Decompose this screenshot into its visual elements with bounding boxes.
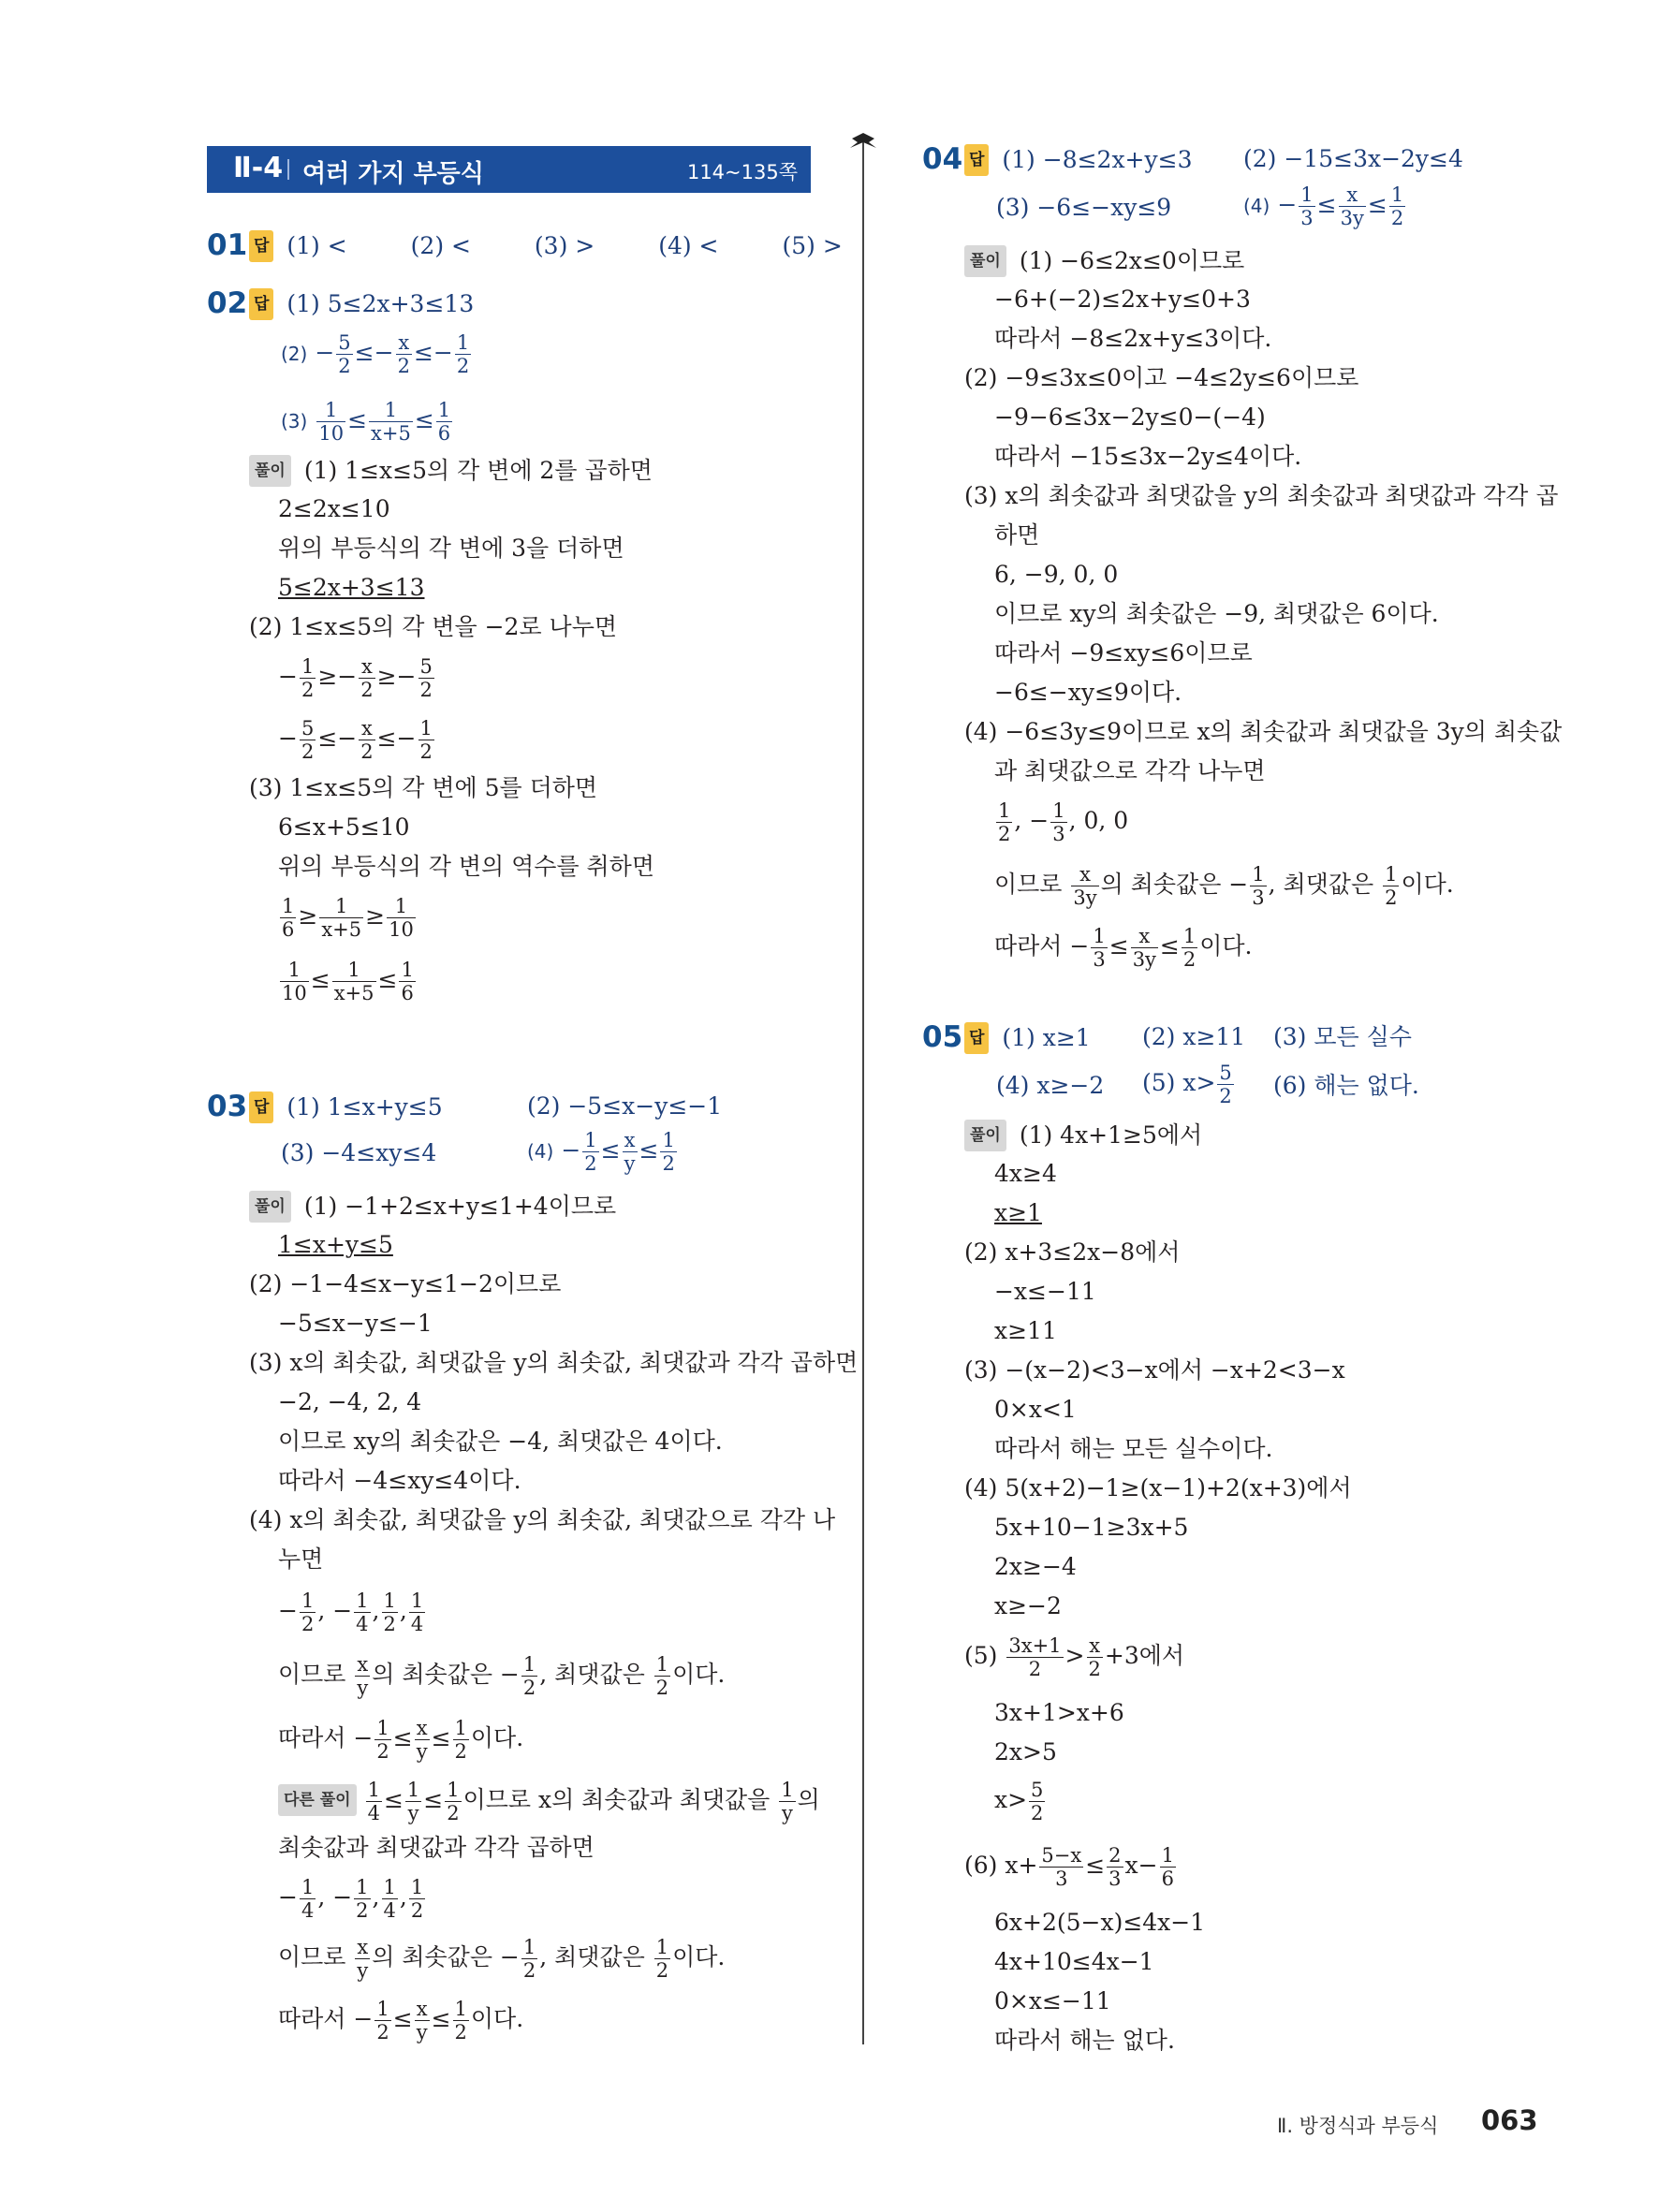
fraction: $\frac{1}{6}$ [437,399,451,445]
footer-chapter: Ⅱ. 방정식과 부등식 [1277,2115,1439,2137]
q04-solution-16: 이므로 $\frac{x}{3y}$ 의 최솟값은 − $\frac{1}{3}$ , 최댓값은 $\frac{1}{2}$ 이다. [994,863,1454,909]
q04-solution-6: 따라서 −15≤3x−2y≤4이다. [994,443,1302,470]
q03-solution-4: −5≤x−y≤−1 [278,1310,433,1337]
q04-solution-9: 6, −9, 0, 0 [994,561,1119,588]
unit-label: Ⅱ-4 [233,152,284,184]
q01-answer-2: (2) < [410,232,471,259]
q05-solution-15: 3x+1>x+6 [994,1699,1124,1726]
q05-solution-7: (3) −(x−2)<3−x에서 −x+2<3−x [964,1356,1345,1384]
q03-solution-12: 이므로 $\frac{x}{y}$ 의 최솟값은 − $\frac{1}{2}$ , 최댓값은 $\frac{1}{2}$ 이다. [278,1653,726,1699]
q03-answer-1: 답 (1) 1≤x+y≤5 [249,1091,443,1123]
q01-answer-1: (1) < [286,232,347,259]
q04-solution-12: −6≤−xy≤9이다. [994,679,1182,706]
q03-solution-11: − $\frac{1}{2}$ , − $\frac{1}{4}$ , $\frac{1}{2}$ , $\frac{1}{4}$ [278,1589,424,1635]
q04-solution-8: 하면 [994,521,1040,549]
q03-solution-9: (4) x의 최솟값, 최댓값을 y의 최솟값, 최댓값으로 각각 나 [249,1506,836,1533]
answer-badge: 답 [249,1091,273,1123]
answer-badge: 답 [249,288,273,320]
q04-solution-4: (2) −9≤3x≤0이고 −4≤2y≤6이므로 [964,364,1359,391]
q04-answer-2: (2) −15≤3x−2y≤4 [1243,145,1463,172]
answer-badge: 답 [964,1022,989,1054]
question-number-02: 02 [207,286,248,320]
q05-solution-1: 풀이 (1) 4x+1≥5에서 [964,1120,1202,1151]
q04-solution-13: (4) −6≤3y≤9이므로 x의 최솟값과 최댓값을 3y의 최솟값 [964,718,1563,745]
page-number: 063 [1481,2104,1538,2136]
q02-solution-5: (2) 1≤x≤5의 각 변을 −2로 나누면 [249,613,618,640]
q05-solution-5: −x≤−11 [994,1278,1096,1305]
q05-solution-3: x≥1 [994,1199,1042,1226]
q05-solution-16: 2x>5 [994,1738,1057,1765]
q04-solution-10: 이므로 xy의 최솟값은 −9, 최댓값은 6이다. [994,600,1439,627]
q04-solution-5: −9−6≤3x−2y≤0−(−4) [994,403,1266,431]
q01-answer-5: (5) > [782,232,843,259]
fraction: $\frac{1}{x+5}$ [371,399,411,445]
q02-answer-3: (3) $\frac{1}{10}$ ≤ $\frac{1}{x+5}$ ≤ $\frac{1}{6}$ [281,399,451,445]
fraction: $\frac{x}{2}$ [397,331,410,377]
answer-badge: 답 [249,230,273,262]
q03-solution-2: 1≤x+y≤5 [278,1231,393,1258]
q05-answer-2: (2) x≥11 [1142,1023,1246,1050]
solution-badge: 풀이 [964,245,1006,277]
q02-solution-8: (3) 1≤x≤5의 각 변에 5를 더하면 [249,774,598,801]
q05-solution-18: (6) x+ $\frac{5-x}{3}$ ≤ $\frac{2}{3}$ x− $\frac{1}{6}$ [964,1844,1174,1890]
q02-solution-7: − $\frac{5}{2}$ ≤− $\frac{x}{2}$ ≤− $\frac{1}{2}$ [278,717,433,763]
q03-alt-solution-3: − $\frac{1}{4}$ , − $\frac{1}{2}$ , $\frac{1}{4}$ , $\frac{1}{2}$ [278,1876,424,1922]
q05-answer-3: (3) 모든 실수 [1273,1023,1412,1050]
q03-solution-10: 누면 [278,1545,324,1573]
section-header [207,146,811,193]
question-number-05: 05 [922,1020,963,1054]
section-title: 여러 가지 부등식 [302,160,484,188]
q05-solution-4: (2) x+3≤2x−8에서 [964,1238,1181,1266]
q05-solution-10: (4) 5(x+2)−1≥(x−1)+2(x+3)에서 [964,1474,1352,1502]
q04-solution-11: 따라서 −9≤xy≤6이므로 [994,639,1253,667]
q05-solution-6: x≥11 [994,1317,1057,1344]
q05-solution-12: 2x≥−4 [994,1553,1077,1580]
q05-solution-8: 0×x<1 [994,1396,1077,1423]
q02-solution-2: 2≤2x≤10 [278,495,390,522]
solution-badge: 풀이 [964,1120,1006,1151]
q03-solution-6: −2, −4, 2, 4 [278,1388,422,1415]
q02-solution-12: $\frac{1}{10}$ ≤ $\frac{1}{x+5}$ ≤ $\frac{1}{6}$ [282,959,414,1004]
q05-solution-19: 6x+2(5−x)≤4x−1 [994,1909,1206,1936]
q05-solution-13: x≥−2 [994,1592,1062,1619]
q02-solution-4: 5≤2x+3≤13 [278,574,425,601]
fraction: $\frac{1}{10}$ [318,399,345,445]
q02-answer-1-text: (1) 5≤2x+3≤13 [286,290,475,317]
unit-divider [287,159,289,180]
q01-answer-4: (4) < [658,232,719,259]
q04-solution-1: 풀이 (1) −6≤2x≤0이므로 [964,245,1244,277]
question-number-04: 04 [922,142,963,176]
q02-solution-6: − $\frac{1}{2}$ ≥− $\frac{x}{2}$ ≥− $\frac{5}{2}$ [278,655,433,701]
q05-solution-21: 0×x≤−11 [994,1987,1111,2014]
q02-answer-1 [249,288,474,320]
q05-solution-22: 따라서 해는 없다. [994,2027,1175,2054]
q03-alt-solution-5: 따라서 − $\frac{1}{2}$ ≤ $\frac{x}{y}$ ≤ $\frac{1}{2}$ 이다. [278,1998,524,2044]
q03-answer-2: (2) −5≤x−y≤−1 [527,1092,723,1120]
q02-solution-11: $\frac{1}{6}$ ≥ $\frac{1}{x+5}$ ≥ $\frac{1}{10}$ [282,895,414,941]
q04-answer-1: 답 (1) −8≤2x+y≤3 [964,144,1192,176]
q05-solution-14: (5) $\frac{3x+1}{2}$ > $\frac{x}{2}$ +3에서 [964,1634,1185,1680]
q05-answer-6: (6) 해는 없다. [1273,1072,1419,1099]
q03-alt-solution-1: 다른 풀이 $\frac{1}{4}$ ≤ $\frac{1}{y}$ ≤ $\frac{1}{2}$ 이므로 x의 최솟값과 최댓값을 $\frac{1}{y}$ 의 [278,1779,820,1824]
solution-badge: 풀이 [249,1191,291,1223]
q01-answer-3: (3) > [534,232,595,259]
q03-alt-solution-4: 이므로 $\frac{x}{y}$ 의 최솟값은 − $\frac{1}{2}$ , 최댓값은 $\frac{1}{2}$ 이다. [278,1936,726,1982]
q03-answer-4: (4) − $\frac{1}{2}$ ≤ $\frac{x}{y}$ ≤ $\frac{1}{2}$ [527,1129,675,1175]
fraction: $\frac{5}{2}$ [338,331,351,377]
q02-answer-2: (2) − $\frac{5}{2}$ ≤− $\frac{x}{2}$ ≤− $\frac{1}{2}$ [281,331,470,377]
q04-answer-3: (3) −6≤−xy≤9 [996,194,1172,221]
q05-solution-11: 5x+10−1≥3x+5 [994,1514,1189,1541]
alt-solution-badge: 다른 풀이 [278,1784,357,1816]
q02-solution-9: 6≤x+5≤10 [278,813,410,841]
question-number-01: 01 [207,228,248,262]
fraction: $\frac{1}{2}$ [456,331,470,377]
q05-solution-2: 4x≥4 [994,1160,1057,1187]
q04-solution-7: (3) x의 최솟값과 최댓값을 y의 최솟값과 최댓값과 각각 곱 [964,482,1559,509]
q04-answer-4: (4) − $\frac{1}{3}$ ≤ $\frac{x}{3y}$ ≤ $\frac{1}{2}$ [1243,183,1404,229]
q02-solution-10: 위의 부등식의 각 변의 역수를 취하면 [278,853,654,880]
question-number-03: 03 [207,1090,248,1123]
flag-icon [848,131,878,152]
page-range: 114~135쪽 [686,161,798,183]
answer-badge: 답 [964,144,989,176]
q03-solution-5: (3) x의 최솟값, 최댓값을 y의 최솟값, 최댓값과 각각 곱하면 [249,1349,859,1376]
q05-solution-20: 4x+10≤4x−1 [994,1948,1154,1975]
q04-solution-15: $\frac{1}{2}$ , − $\frac{1}{3}$ , 0, 0 [998,799,1129,845]
q02-solution-1: 풀이 (1) 1≤x≤5의 각 변에 2를 곱하면 [249,455,653,487]
q03-solution-7: 이므로 xy의 최솟값은 −4, 최댓값은 4이다. [278,1428,723,1455]
q05-solution-17: x> $\frac{5}{2}$ [994,1779,1044,1824]
q05-answer-4: (4) x≥−2 [996,1072,1105,1099]
solution-badge: 풀이 [249,455,291,487]
column-divider [862,139,864,2044]
q03-solution-1: 풀이 (1) −1+2≤x+y≤1+4이므로 [249,1191,616,1223]
q05-answer-5: (5) x> $\frac{5}{2}$ [1142,1062,1232,1107]
q04-solution-3: 따라서 −8≤2x+y≤3이다. [994,325,1272,352]
q05-solution-9: 따라서 해는 모든 실수이다. [994,1435,1273,1462]
q03-answer-3: (3) −4≤xy≤4 [281,1139,437,1166]
q03-solution-3: (2) −1−4≤x−y≤1−2이므로 [249,1270,562,1297]
q04-solution-17: 따라서 − $\frac{1}{3}$ ≤ $\frac{x}{3y}$ ≤ $\frac{1}{2}$ 이다. [994,925,1253,971]
q01-answer-line [249,230,843,262]
q05-answer-1: 답 (1) x≥1 [964,1022,1091,1054]
q02-solution-3: 위의 부등식의 각 변에 3을 더하면 [278,535,624,562]
q04-solution-2: −6+(−2)≤2x+y≤0+3 [994,286,1251,313]
q03-alt-solution-2: 최솟값과 최댓값과 각각 곱하면 [278,1834,595,1861]
q04-solution-14: 과 최댓값으로 각각 나누면 [994,757,1266,784]
q03-solution-8: 따라서 −4≤xy≤4이다. [278,1467,521,1494]
q03-solution-13: 따라서 − $\frac{1}{2}$ ≤ $\frac{x}{y}$ ≤ $\frac{1}{2}$ 이다. [278,1717,524,1763]
